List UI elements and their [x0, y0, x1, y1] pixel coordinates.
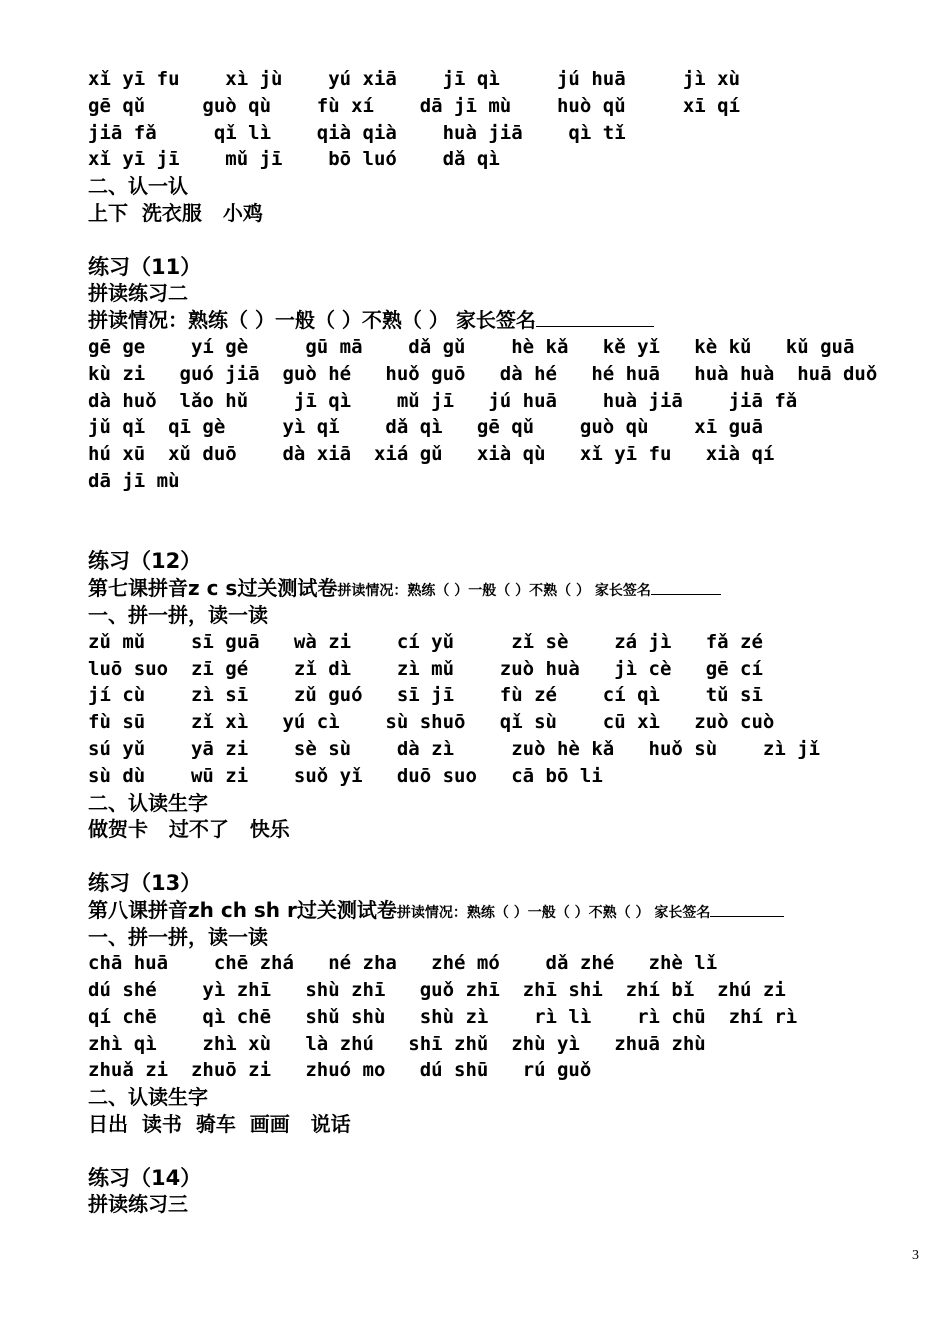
section-heading: 二、认读生字: [88, 1085, 208, 1110]
pinyin-row: zhì qì zhì xù là zhú shī zhǔ zhù yì zhuā zhù: [88, 1032, 706, 1055]
pinyin-row: zhuǎ zi zhuō zi zhuó mo dú shū rú guǒ: [88, 1059, 592, 1082]
section-heading: 一、拼一拼，读一读: [88, 602, 268, 627]
reading-status-line: [88, 307, 908, 334]
signature-blank[interactable]: [651, 580, 721, 595]
lesson-status-line: [88, 575, 908, 602]
status-text: 拼读情况：熟练（ ）一般（ ）不熟（ ） 家长签名: [88, 308, 536, 333]
section-heading: 二、认一认: [88, 174, 188, 199]
worksheet-content: [88, 66, 908, 1218]
pinyin-row: luō suo zī gé zǐ dì zì mǔ zuò huà jì cè gē cí: [88, 657, 763, 680]
pinyin-row: gē qǔ guò qù fù xí dā jī mù huò qǔ xī qí: [88, 94, 741, 117]
pinyin-row: dú shé yì zhī shù zhī guǒ zhī zhī shi zhí bǐ zhú zi: [88, 979, 786, 1002]
hanzi-words: 日出 读书 骑车 画画 说话: [88, 1112, 351, 1137]
hanzi-words: 上下 洗衣服 小鸡: [88, 200, 263, 225]
lesson-title: 第八课拼音zh ch sh r过关测试卷: [88, 897, 397, 922]
status-text: 拼读情况：熟练（ ）一般（ ）不熟（ ） 家长签名: [337, 583, 651, 600]
pinyin-row: chā huā chē zhá né zha zhé mó dǎ zhé zhè lǐ: [88, 952, 718, 975]
signature-blank[interactable]: [710, 902, 784, 917]
signature-blank[interactable]: [536, 308, 654, 327]
pinyin-row: kù zi guó jiā guò hé huǒ guō dà hé hé huā huà huà huā duǒ: [88, 362, 878, 385]
pinyin-row: gē ge yí gè gū mā dǎ gǔ hè kǎ kě yǐ kè kǔ kǔ guā: [88, 335, 855, 358]
lesson-status-line: [88, 897, 908, 924]
pinyin-row: zǔ mǔ sī guā wà zi cí yǔ zǐ sè zá jì fǎ zé: [88, 630, 763, 653]
pinyin-row: jí cù zì sī zǔ guó sī jī fù zé cí qì tǔ sī: [88, 684, 763, 707]
section-heading: 一、拼一拼，读一读: [88, 924, 268, 949]
pinyin-row: jiā fǎ qǐ lì qià qià huà jiā qì tǐ: [88, 121, 626, 144]
exercise-title-14: 练习（14）: [88, 1165, 202, 1190]
exercise-title-11: 练习（11）: [88, 254, 202, 279]
section-heading: 二、认读生字: [88, 790, 208, 815]
exercise-subtitle: 拼读练习二: [88, 281, 188, 306]
pinyin-row: fù sū zǐ xì yú cì sù shuō qǐ sù cū xì zuò cuò: [88, 711, 775, 734]
pinyin-row: xǐ yī jī mǔ jī bō luó dǎ qì: [88, 148, 500, 171]
lesson-title: 第七课拼音z c s过关测试卷: [88, 576, 338, 601]
pinyin-row: dā jī mù: [88, 469, 180, 492]
exercise-title-13: 练习（13）: [88, 870, 202, 895]
pinyin-row: hú xū xǔ duō dà xiā xiá gǔ xià qù xǐ yī fu xià qí: [88, 443, 775, 466]
status-text: 拼读情况：熟练（ ）一般（ ）不熟（ ） 家长签名: [396, 904, 711, 921]
page-number: 3: [912, 1248, 919, 1263]
pinyin-row: qí chē qì chē shǔ shù shù zì rì lì rì chū zhí rì: [88, 1005, 798, 1028]
pinyin-row: sù dù wū zi suǒ yǐ duō suo cā bō li: [88, 764, 603, 787]
pinyin-row: dà huǒ lǎo hǔ jī qì mǔ jī jú huā huà jiā jiā fǎ: [88, 389, 798, 412]
pinyin-row: jǔ qǐ qī gè yì qǐ dǎ qì gē qǔ guò qù xī guā: [88, 416, 763, 439]
pinyin-row: xǐ yī fu xì jù yú xiā jī qì jú huā jì xù: [88, 68, 741, 90]
pinyin-row: sú yǔ yā zi sè sù dà zì zuò hè kǎ huǒ sù zì jǐ: [88, 737, 821, 760]
hanzi-words: 做贺卡 过不了 快乐: [88, 817, 290, 842]
exercise-subtitle: 拼读练习三: [88, 1192, 188, 1217]
exercise-title-12: 练习（12）: [88, 549, 202, 574]
